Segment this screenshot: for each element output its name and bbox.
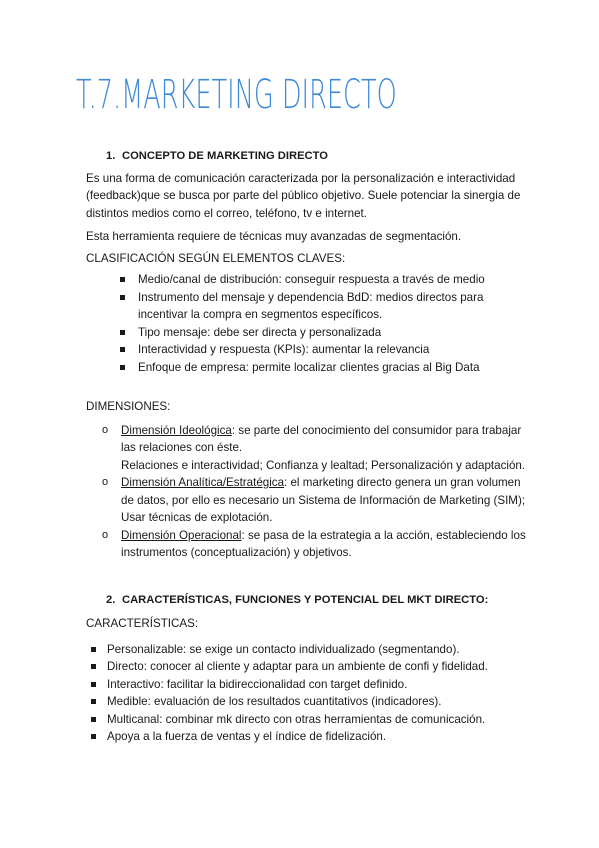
list-item: Instrumento del mensaje y dependencia BdD: medios directos para incentivar la compra en segmentos específicos. <box>138 289 526 324</box>
list-item: Personalizable: se exige un contacto individualizado (segmentando). <box>107 641 526 659</box>
section-1-number: 1. <box>106 150 116 162</box>
list-item: Medible: evaluación de los resultados cuantitativos (indicadores). <box>107 693 526 711</box>
dimension-text: : se parte del conocimiento del consumidor para trabajar las relaciones con éste. <box>121 423 522 454</box>
section-1-heading <box>106 148 526 166</box>
dimensions-list <box>86 422 526 562</box>
classification-list <box>86 271 526 376</box>
classification-label: CLASIFICACIÓN SEGÚN ELEMENTOS CLAVES: <box>86 251 346 265</box>
dimension-extra: Relaciones e interactividad; Confianza y lealtad; Personalización y adaptación. <box>121 458 526 472</box>
list-item: Interactivo: facilitar la bidireccionalidad con target definido. <box>107 676 526 694</box>
characteristics-list <box>86 641 526 746</box>
list-item: Medio/canal de distribución: conseguir respuesta a través de medio <box>138 271 526 289</box>
section-2-title: CARACTERÍSTICAS, FUNCIONES Y POTENCIAL DEL MKT DIRECTO: <box>122 593 489 606</box>
section-1-title: CONCEPTO DE MARKETING DIRECTO <box>122 150 328 162</box>
dimension-term: Dimensión Ideológica <box>121 423 232 437</box>
characteristics-label: CARACTERÍSTICAS: <box>86 617 199 630</box>
document-body <box>86 148 526 746</box>
dimension-item-operacional <box>121 527 526 562</box>
segmentation-paragraph: Esta herramienta requiere de técnicas muy avanzadas de segmentación. <box>86 230 462 243</box>
dimension-text: : se pasa de la estrategia a la acción, estableciendo los instrumentos (conceptualización) y objetivos. <box>121 528 526 559</box>
list-item: Enfoque de empresa: permite localizar clientes gracias al Big Data <box>138 359 526 377</box>
list-item: Interactividad y respuesta (KPIs): aumentar la relevancia <box>138 341 526 359</box>
list-item: Apoya a la fuerza de ventas y el índice de fidelización. <box>107 728 526 746</box>
dimension-term: Dimensión Analítica/Estratégica <box>121 476 285 489</box>
list-item: Directo: conocer al cliente y adaptar para un ambiente de confi y fidelidad. <box>107 658 526 676</box>
dimension-item-analitica <box>121 474 526 527</box>
dimension-text: : el marketing directo genera un gran volumen de datos, por ello es necesario un Sistema de Información de Marketing (SIM); Usar técnicas de explotación. <box>121 476 526 524</box>
section-2-heading <box>106 592 526 610</box>
section-2-number: 2. <box>106 593 116 606</box>
list-item: Multicanal: combinar mk directo con otras herramientas de comunicación. <box>107 711 526 729</box>
dimension-item-ideologica <box>121 422 526 475</box>
dimension-term: Dimensión Operacional <box>121 528 242 542</box>
document-title: T.7.MARKETING DIRECTO <box>76 72 397 118</box>
dimensions-label: DIMENSIONES: <box>86 400 171 413</box>
concept-paragraph: Es una forma de comunicación caracterizada por la personalización e interactividad (feedback)que se busca por parte del público objetivo. Suele potenciar la sinergia de distintos medios como el correo, teléfono, tv e internet. <box>86 171 521 220</box>
list-item: Tipo mensaje: debe ser directa y personalizada <box>138 324 526 342</box>
